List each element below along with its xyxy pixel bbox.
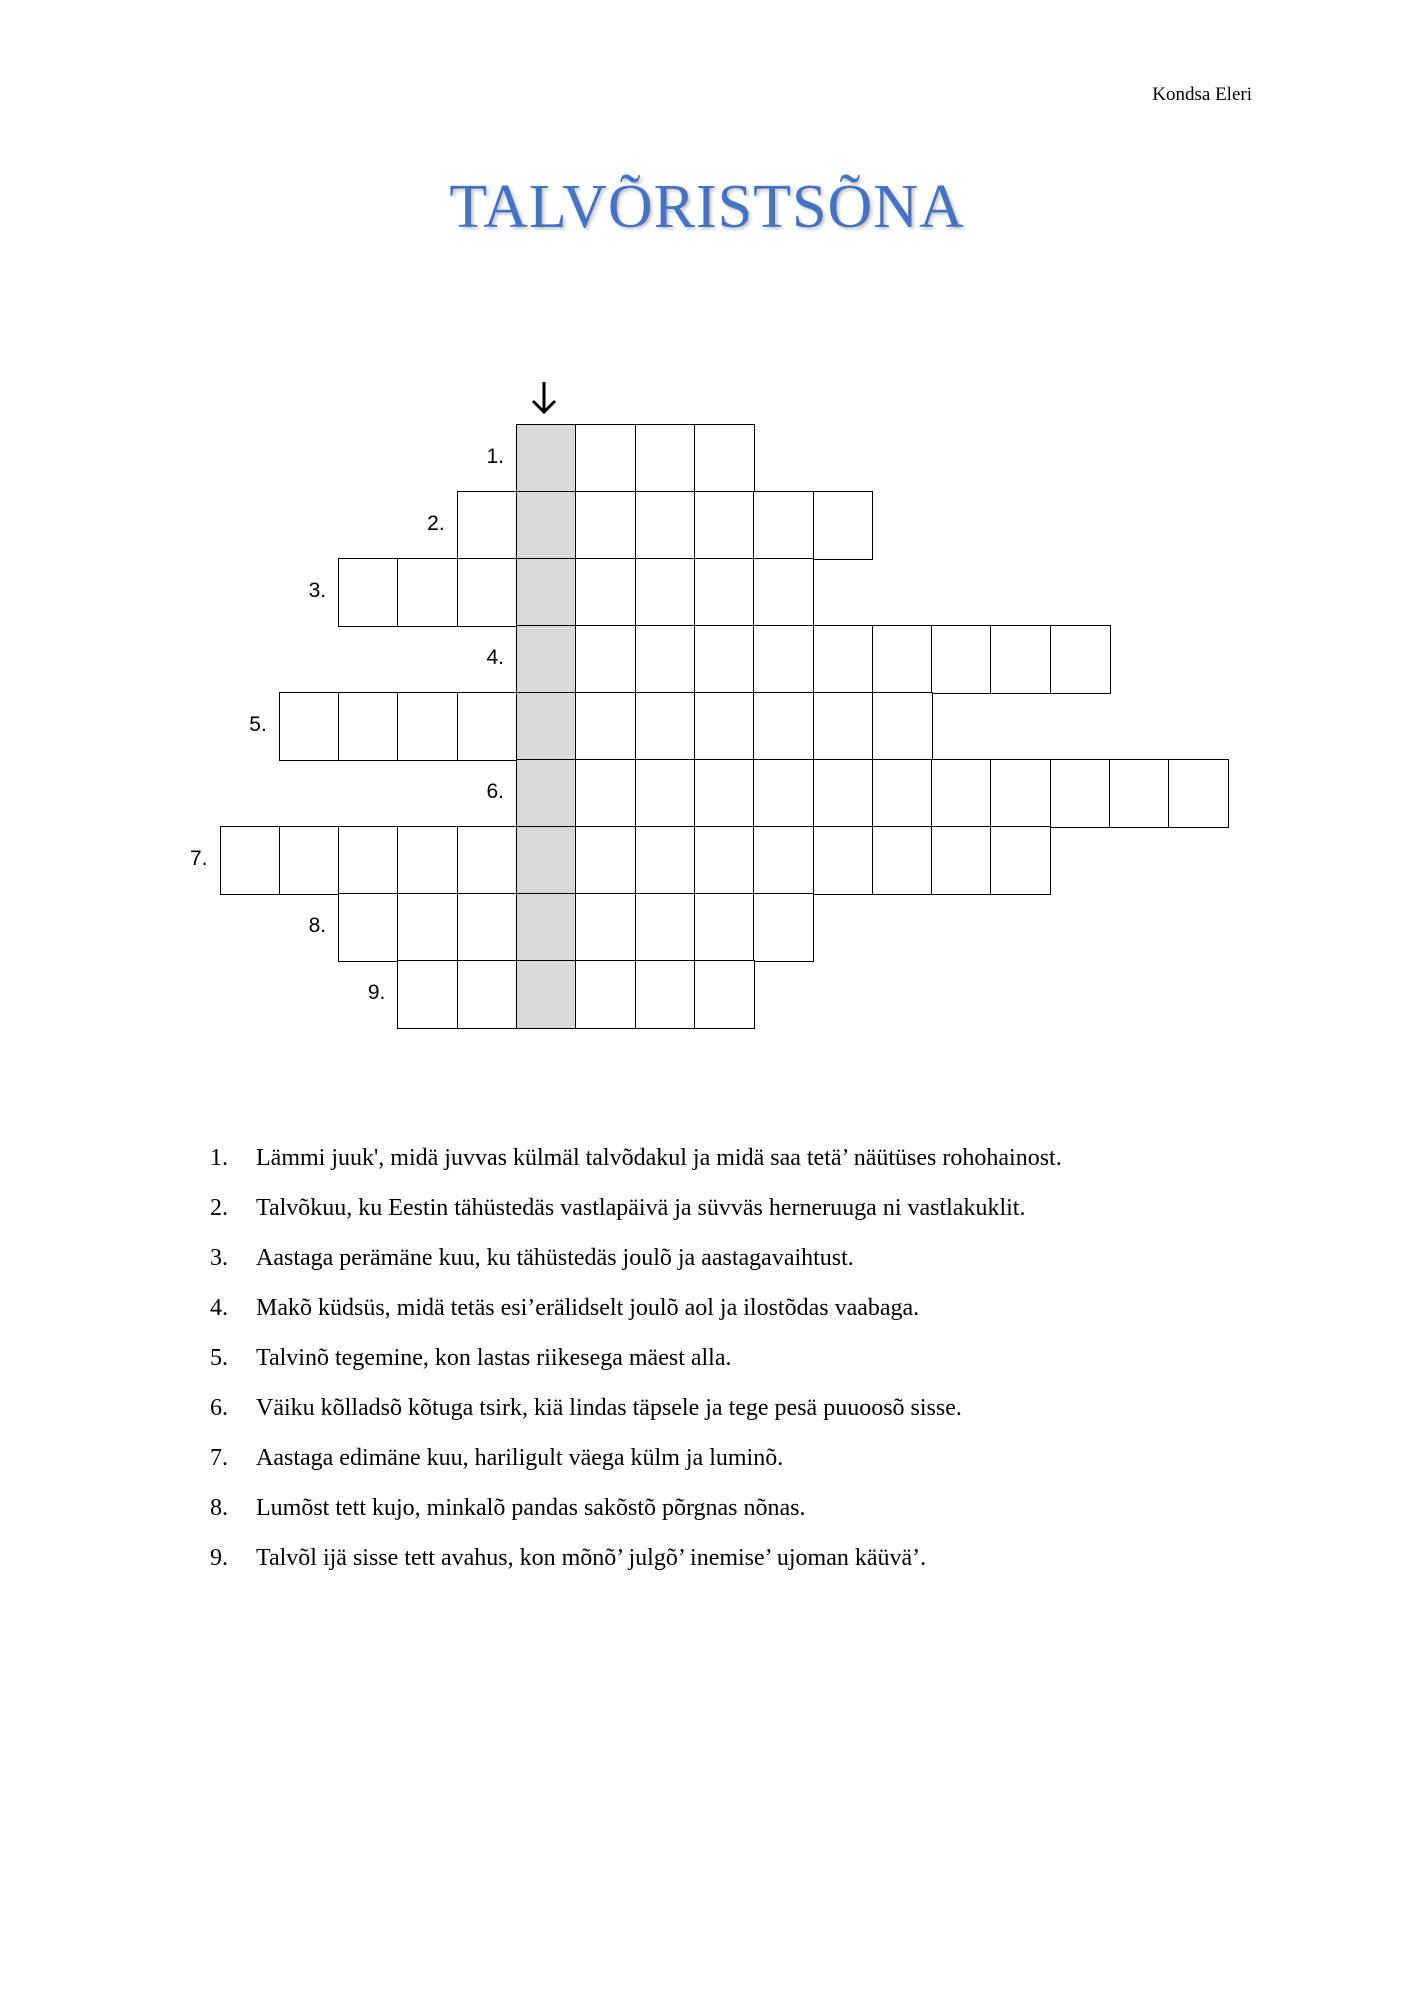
crossword-cell[interactable] [813, 826, 874, 895]
crossword-cell[interactable] [694, 826, 755, 895]
page-title: TALVÕRISTSÕNA [449, 173, 965, 241]
crossword-cell[interactable] [338, 826, 399, 895]
author-name: Kondsa Eleri [1152, 84, 1252, 105]
crossword-cell[interactable] [338, 893, 399, 962]
crossword-cell[interactable] [694, 893, 755, 962]
crossword-cell[interactable] [397, 826, 458, 895]
crossword-cell[interactable] [753, 558, 814, 627]
clue-number: 8. [210, 1495, 228, 1521]
clue-number: 6. [210, 1395, 228, 1421]
crossword-cell[interactable] [575, 759, 636, 828]
clue-number: 4. [210, 1295, 228, 1321]
crossword-cell[interactable] [753, 893, 814, 962]
clue-number: 3. [210, 1245, 228, 1271]
crossword-cell[interactable] [931, 826, 992, 895]
crossword-cell[interactable] [575, 826, 636, 895]
clue-number: 5. [210, 1345, 228, 1371]
arrow-down-icon [524, 378, 564, 418]
crossword-cell[interactable] [813, 759, 874, 828]
crossword-cell[interactable] [694, 759, 755, 828]
crossword-cell[interactable] [1168, 759, 1229, 828]
crossword-cell[interactable] [1050, 759, 1111, 828]
crossword-cell[interactable] [753, 759, 814, 828]
clue-text: Talvõkuu, ku Eestin tähüstedäs vastlapäivä ja süvväs herneruuga ni vastlakuklit. [256, 1195, 1026, 1221]
clue-text: Talvõl ijä sisse tett avahus, kon mõnõ’ julgõ’ inemise’ ujoman käüvä’. [256, 1545, 927, 1571]
crossword-cell[interactable] [1109, 759, 1170, 828]
crossword-cell[interactable] [753, 826, 814, 895]
crossword-cell[interactable] [635, 424, 696, 493]
crossword-cell[interactable] [931, 625, 992, 694]
crossword-cell[interactable] [694, 558, 755, 627]
clue-number: 7. [210, 1445, 228, 1471]
row-number-label: 1. [486, 445, 504, 468]
key-cell[interactable] [516, 625, 577, 694]
clue-text: Lämmi juuk', midä juvvas külmäl talvõdakul ja midä saa tetä’ näütüses rohohainost. [256, 1145, 1062, 1171]
crossword-cell[interactable] [694, 424, 755, 493]
crossword-cell[interactable] [635, 893, 696, 962]
crossword-cell[interactable] [575, 893, 636, 962]
crossword-cell[interactable] [813, 625, 874, 694]
key-cell[interactable] [516, 491, 577, 560]
crossword-cell[interactable] [990, 625, 1051, 694]
crossword-cell[interactable] [1050, 625, 1111, 694]
crossword-cell[interactable] [457, 692, 518, 761]
crossword-cell[interactable] [635, 625, 696, 694]
row-number-label: 6. [486, 780, 504, 803]
crossword-cell[interactable] [457, 558, 518, 627]
crossword-cell[interactable] [753, 692, 814, 761]
crossword-cell[interactable] [635, 491, 696, 560]
crossword-cell[interactable] [457, 960, 518, 1029]
clue-text: Aastaga edimäne kuu, hariligult väega külm ja luminõ. [256, 1445, 784, 1471]
row-number-label: 7. [189, 847, 208, 870]
list-item [210, 1283, 1062, 1333]
crossword-cell[interactable] [813, 491, 874, 560]
crossword-cell[interactable] [397, 960, 458, 1029]
clue-number: 1. [210, 1145, 228, 1171]
key-cell[interactable] [516, 826, 577, 895]
key-cell[interactable] [516, 960, 577, 1029]
key-cell[interactable] [516, 893, 577, 962]
crossword-cell[interactable] [635, 960, 696, 1029]
row-number-label: 4. [486, 646, 504, 669]
key-cell[interactable] [516, 424, 577, 493]
clue-list [210, 1133, 1062, 1583]
crossword-cell[interactable] [990, 759, 1051, 828]
crossword-cell[interactable] [872, 759, 933, 828]
crossword-cell[interactable] [635, 558, 696, 627]
crossword-cell[interactable] [575, 424, 636, 493]
row-number-label: 9. [367, 981, 386, 1004]
row-number-label: 8. [308, 914, 327, 937]
list-item [210, 1533, 1062, 1583]
list-item [210, 1333, 1062, 1383]
row-number-label: 3. [308, 579, 327, 602]
crossword-cell[interactable] [872, 692, 933, 761]
crossword-cell[interactable] [635, 826, 696, 895]
crossword-cell[interactable] [575, 558, 636, 627]
crossword-cell[interactable] [575, 491, 636, 560]
row-number-label: 2. [427, 512, 445, 535]
crossword-cell[interactable] [694, 692, 755, 761]
crossword-cell[interactable] [990, 826, 1051, 895]
crossword-cell[interactable] [397, 893, 458, 962]
crossword-cell[interactable] [635, 692, 696, 761]
key-cell[interactable] [516, 692, 577, 761]
crossword-cell[interactable] [457, 893, 518, 962]
crossword-cell[interactable] [279, 826, 340, 895]
crossword-cell[interactable] [753, 491, 814, 560]
crossword-cell[interactable] [397, 558, 458, 627]
clue-number: 9. [210, 1545, 228, 1571]
clue-text: Lumõst tett kujo, minkalõ pandas sakõstõ põrgnas nõnas. [256, 1495, 806, 1521]
clue-text: Väiku kõlladsõ kõtuga tsirk, kiä lindas täpsele ja tege pesä puuoosõ sisse. [256, 1395, 962, 1421]
crossword-cell[interactable] [457, 826, 518, 895]
row-number-label: 5. [249, 713, 267, 736]
list-item [210, 1183, 1062, 1233]
crossword-cell[interactable] [872, 826, 933, 895]
crossword-cell[interactable] [694, 960, 755, 1029]
crossword-cell[interactable] [753, 625, 814, 694]
clue-text: Talvinõ tegemine, kon lastas riikesega mäest alla. [256, 1345, 732, 1371]
crossword-cell[interactable] [338, 692, 399, 761]
list-item [210, 1233, 1062, 1283]
list-item [210, 1133, 1062, 1183]
crossword-cell[interactable] [635, 759, 696, 828]
crossword-cell[interactable] [279, 692, 340, 761]
crossword-cell[interactable] [575, 960, 636, 1029]
crossword-cell[interactable] [457, 491, 518, 560]
crossword-cell[interactable] [575, 625, 636, 694]
list-item [210, 1433, 1062, 1483]
clue-text: Aastaga perämäne kuu, ku tähüstedäs joulõ ja aastagavaihtust. [256, 1245, 854, 1271]
crossword-cell[interactable] [813, 692, 874, 761]
crossword-cell[interactable] [872, 625, 933, 694]
list-item [210, 1383, 1062, 1433]
key-cell[interactable] [516, 759, 577, 828]
key-cell[interactable] [516, 558, 577, 627]
crossword-cell[interactable] [694, 625, 755, 694]
crossword-cell[interactable] [338, 558, 399, 627]
crossword-cell[interactable] [575, 692, 636, 761]
crossword-cell[interactable] [694, 491, 755, 560]
list-item [210, 1483, 1062, 1533]
clue-text: Makõ küdsüs, midä tetäs esi’erälidselt joulõ aol ja ilostõdas vaabaga. [256, 1295, 920, 1321]
crossword-cell[interactable] [931, 759, 992, 828]
crossword-cell[interactable] [397, 692, 458, 761]
clue-number: 2. [210, 1195, 228, 1221]
crossword-cell[interactable] [220, 826, 281, 895]
